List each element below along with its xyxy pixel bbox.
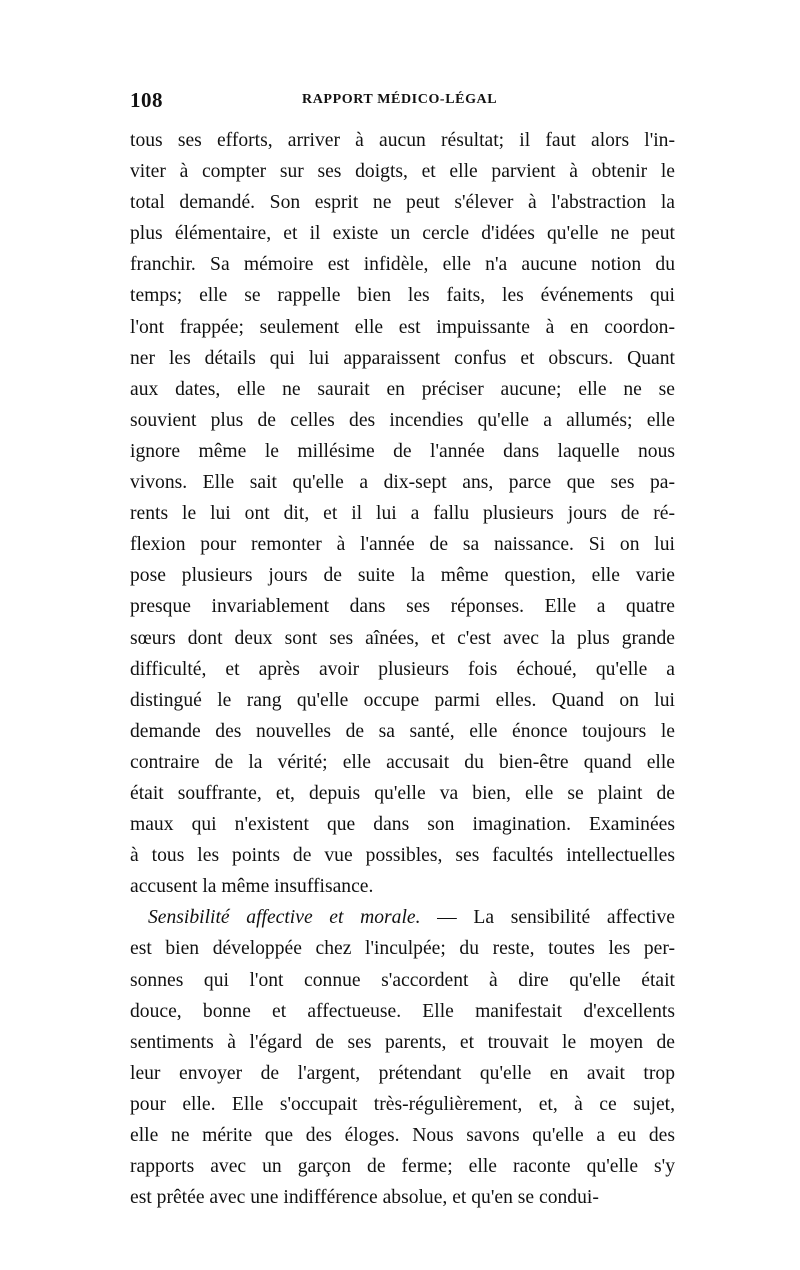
line-text: est bien développée chez l'inculpée; du reste, toutes les per- [130, 938, 675, 960]
line-text: demande des nouvelles de sa santé, elle énonce toujours le [130, 720, 675, 742]
text-line [130, 716, 675, 747]
text-line [130, 902, 675, 933]
line-text: difficulté, et après avoir plusieurs fois échoué, qu'elle a [130, 658, 675, 680]
text-line [130, 187, 675, 218]
text-line [130, 1120, 675, 1151]
text-line [130, 996, 675, 1027]
line-text: accusent la même insuffisance. [130, 876, 374, 898]
text-line [130, 591, 675, 622]
line-text: total demandé. Son esprit ne peut s'élever à l'abstraction la [130, 192, 675, 214]
text-line [130, 1027, 675, 1058]
text-line [130, 933, 675, 964]
text-line [130, 1089, 675, 1120]
text-line [130, 685, 675, 716]
text-line [130, 654, 675, 685]
text-line [130, 312, 675, 343]
line-text: était souffrante, et, depuis qu'elle va bien, elle se plaint de [130, 782, 675, 804]
text-line [130, 871, 675, 902]
text-line [130, 218, 675, 249]
text-line [130, 747, 675, 778]
line-text: tous ses efforts, arriver à aucun résultat; il faut alors l'in- [130, 130, 675, 151]
line-text: sœurs dont deux sont ses aînées, et c'est avec la plus grande [130, 627, 675, 649]
line-text: ignore même le millésime de l'année dans laquelle nous [130, 440, 675, 462]
line-text: pour elle. Elle s'occupait très-régulièrement, et, à ce sujet, [130, 1093, 675, 1115]
text-line [130, 280, 675, 311]
line-text: souvient plus de celles des incendies qu'elle a allumés; elle [130, 409, 675, 431]
line-text: distingué le rang qu'elle occupe parmi elles. Quand on lui [130, 689, 675, 711]
text-line [130, 778, 675, 809]
line-text: presque invariablement dans ses réponses. Elle a quatre [130, 596, 675, 618]
text-line [130, 1058, 675, 1089]
text-line [130, 249, 675, 280]
line-text: sonnes qui l'ont connue s'accordent à dire qu'elle était [130, 969, 675, 991]
line-text: — La sensibilité affective [420, 907, 675, 929]
text-line [130, 809, 675, 840]
line-text: ner les détails qui lui apparaissent confus et obscurs. Quant [130, 347, 675, 369]
text-line [130, 156, 675, 187]
line-text: est prêtée avec une indifférence absolue, et qu'en se condui- [130, 1187, 599, 1209]
line-text: pose plusieurs jours de suite la même question, elle varie [130, 565, 675, 587]
text-line [130, 436, 675, 467]
text-line [130, 498, 675, 529]
line-text: rapports avec un garçon de ferme; elle raconte qu'elle s'y [130, 1156, 675, 1178]
text-line [130, 623, 675, 654]
line-text: viter à compter sur ses doigts, et elle parvient à obtenir le [130, 161, 675, 183]
line-text: temps; elle se rappelle bien les faits, les événements qui [130, 285, 675, 307]
line-text: l'ont frappée; seulement elle est impuissante à en coordon- [130, 316, 675, 338]
line-text: à tous les points de vue possibles, ses facultés intellectuelles [130, 845, 675, 867]
line-text: maux qui n'existent que dans son imagination. Examinées [130, 814, 675, 836]
line-text: aux dates, elle ne saurait en préciser aucune; elle ne se [130, 378, 675, 400]
line-text: franchir. Sa mémoire est infidèle, elle n'a aucune notion du [130, 254, 675, 276]
text-line [130, 529, 675, 560]
page-number: 108 [130, 88, 163, 112]
line-text: plus élémentaire, et il existe un cercle d'idées qu'elle ne peut [130, 223, 675, 245]
line-text: flexion pour remonter à l'année de sa naissance. Si on lui [130, 534, 675, 556]
line-text: leur envoyer de l'argent, prétendant qu'elle en avait trop [130, 1062, 675, 1084]
line-text: rents le lui ont dit, et il lui a fallu plusieurs jours de ré- [130, 503, 675, 525]
text-line [130, 1151, 675, 1182]
text-line [130, 125, 675, 156]
line-text: vivons. Elle sait qu'elle a dix-sept ans, parce que ses pa- [130, 472, 675, 494]
body-text [130, 125, 675, 1213]
text-line [130, 1182, 675, 1213]
text-line [130, 374, 675, 405]
running-head [130, 88, 675, 114]
line-text: sentiments à l'égard de ses parents, et trouvait le moyen de [130, 1031, 675, 1053]
line-text: douce, bonne et affectueuse. Elle manifestait d'excellents [130, 1000, 675, 1022]
section-heading: Sensibilité affective et morale. [148, 907, 421, 929]
text-line [130, 405, 675, 436]
text-line [130, 840, 675, 871]
running-title: RAPPORT MÉDICO-LÉGAL [302, 92, 498, 107]
line-text: elle ne mérite que des éloges. Nous savons qu'elle a eu des [130, 1125, 675, 1146]
text-line [130, 467, 675, 498]
text-line [130, 343, 675, 374]
line-text: contraire de la vérité; elle accusait du bien-être quand elle [130, 751, 675, 773]
text-line [130, 965, 675, 996]
text-line [130, 560, 675, 591]
